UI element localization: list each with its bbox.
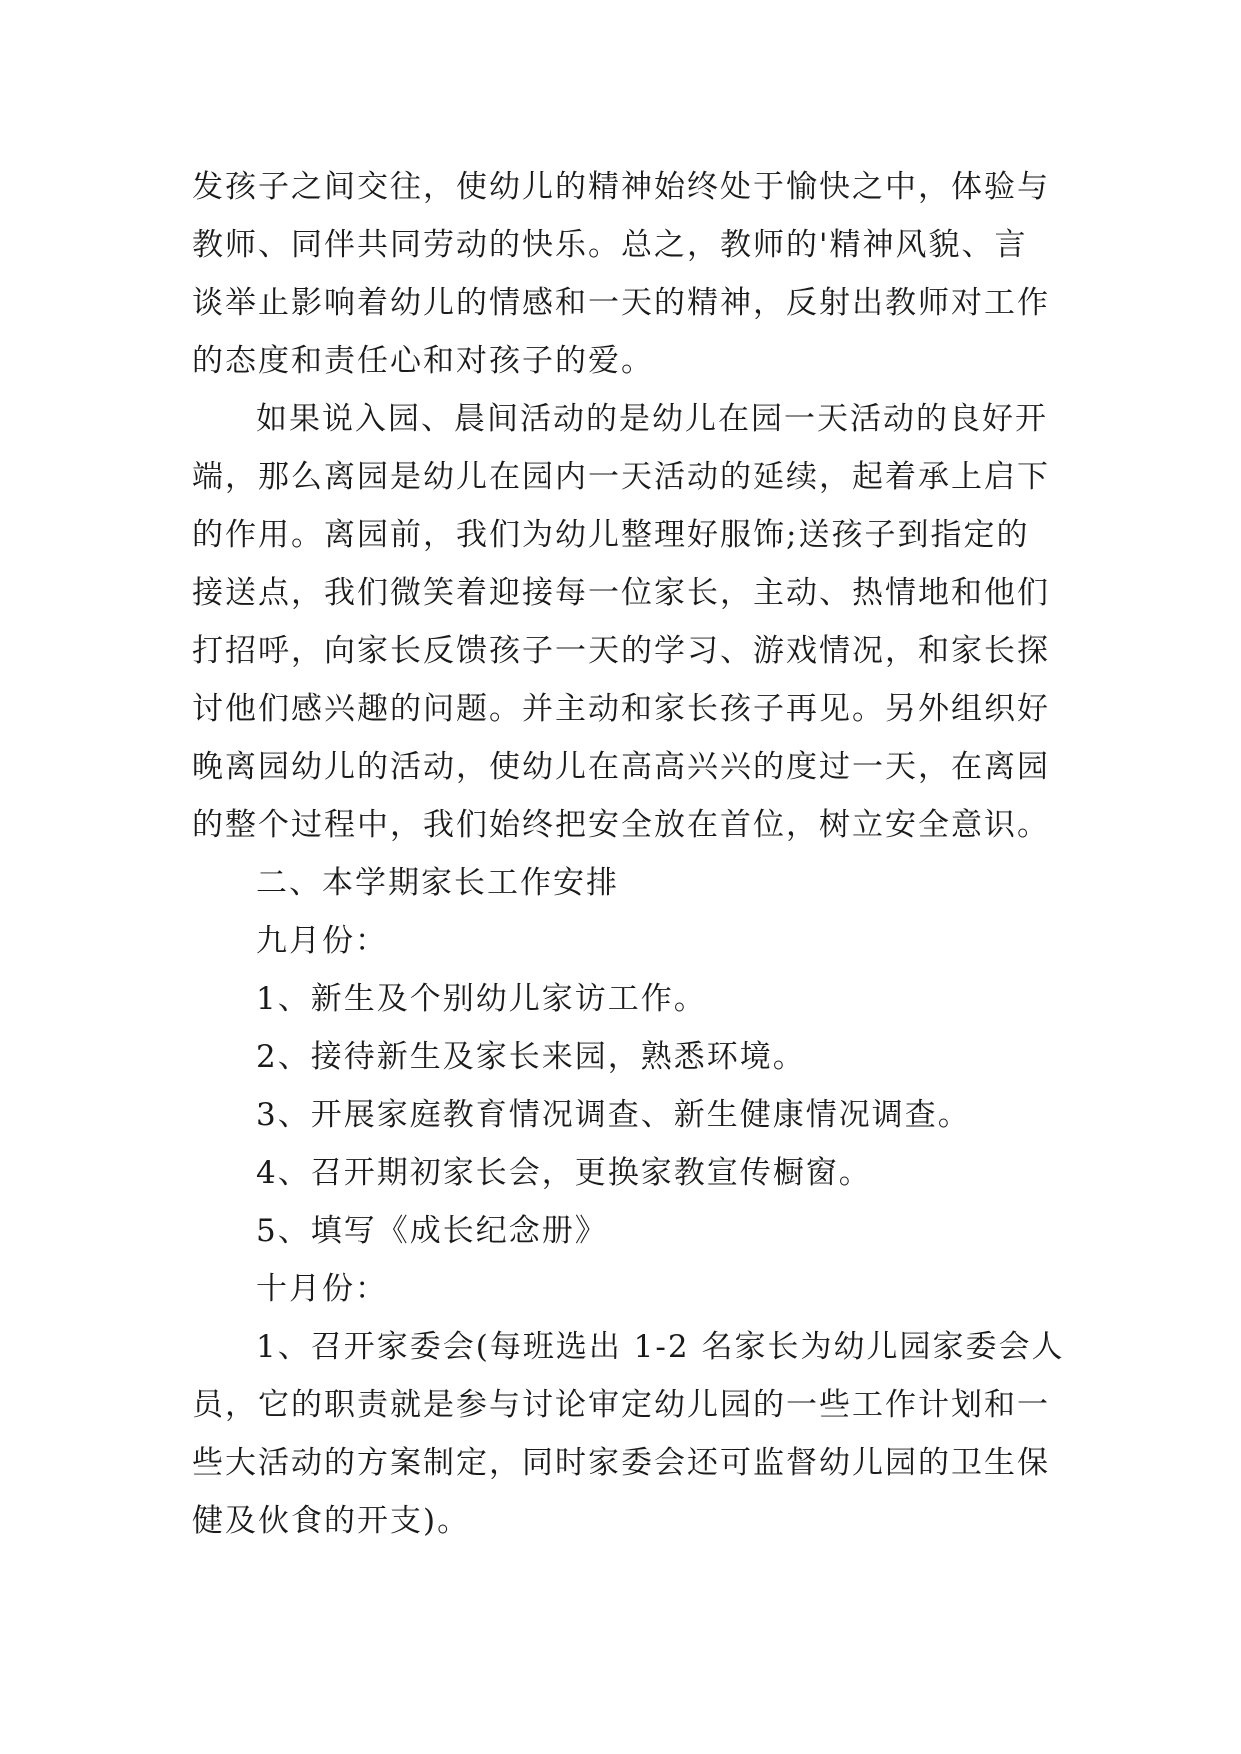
text-line: 的作用。离园前，我们为幼儿整理好服饰;送孩子到指定的 <box>192 517 1030 553</box>
text-line: 的整个过程中，我们始终把安全放在首位，树立安全意识。 <box>192 807 1050 843</box>
paragraph <box>192 970 1072 1028</box>
text-line: 4、召开期初家长会，更换家教宣传橱窗。 <box>256 1155 872 1191</box>
paragraph <box>192 1260 1072 1318</box>
text-line: 十月份： <box>256 1271 388 1307</box>
paragraph <box>192 1086 1072 1144</box>
text-line: 3、开展家庭教育情况调查、新生健康情况调查。 <box>256 1097 971 1133</box>
paragraph <box>192 158 1072 390</box>
text-line: 1、召开家委会(每班选出 1-2 名家长为幼儿园家委会人 <box>256 1329 1065 1365</box>
text-line: 打招呼，向家长反馈孩子一天的学习、游戏情况，和家长探 <box>192 633 1050 669</box>
text-line: 5、填写《成长纪念册》 <box>256 1213 608 1249</box>
text-line: 2、接待新生及家长来园，熟悉环境。 <box>256 1039 806 1075</box>
text-line: 接送点，我们微笑着迎接每一位家长，主动、热情地和他们 <box>192 575 1050 611</box>
text-line: 的态度和责任心和对孩子的爱。 <box>192 343 654 379</box>
text-line: 谈举止影响着幼儿的情感和一天的精神，反射出教师对工作 <box>192 285 1050 321</box>
paragraph <box>192 1028 1072 1086</box>
paragraph <box>192 912 1072 970</box>
text-line: 1、新生及个别幼儿家访工作。 <box>256 981 707 1017</box>
text-line: 员，它的职责就是参与讨论审定幼儿园的一些工作计划和一 <box>192 1387 1050 1423</box>
paragraph <box>192 1202 1072 1260</box>
paragraph <box>192 854 1072 912</box>
text-line: 二、本学期家长工作安排 <box>256 865 619 901</box>
text-line: 如果说入园、晨间活动的是幼儿在园一天活动的良好开 <box>256 401 1048 437</box>
text-line: 教师、同伴共同劳动的快乐。总之，教师的'精神风貌、言 <box>192 227 1028 263</box>
text-line: 发孩子之间交往，使幼儿的精神始终处于愉快之中，体验与 <box>192 169 1050 205</box>
text-line: 晚离园幼儿的活动，使幼儿在高高兴兴的度过一天，在离园 <box>192 749 1050 785</box>
text-line: 九月份： <box>256 923 388 959</box>
text-line: 讨他们感兴趣的问题。并主动和家长孩子再见。另外组织好 <box>192 691 1050 727</box>
paragraph <box>192 1318 1072 1550</box>
text-line: 健及伙食的开支)。 <box>192 1503 471 1539</box>
paragraph <box>192 1144 1072 1202</box>
text-line: 端，那么离园是幼儿在园内一天活动的延续，起着承上启下 <box>192 459 1050 495</box>
text-line: 些大活动的方案制定，同时家委会还可监督幼儿园的卫生保 <box>192 1445 1050 1481</box>
document-body <box>192 158 1072 1550</box>
paragraph <box>192 390 1072 854</box>
